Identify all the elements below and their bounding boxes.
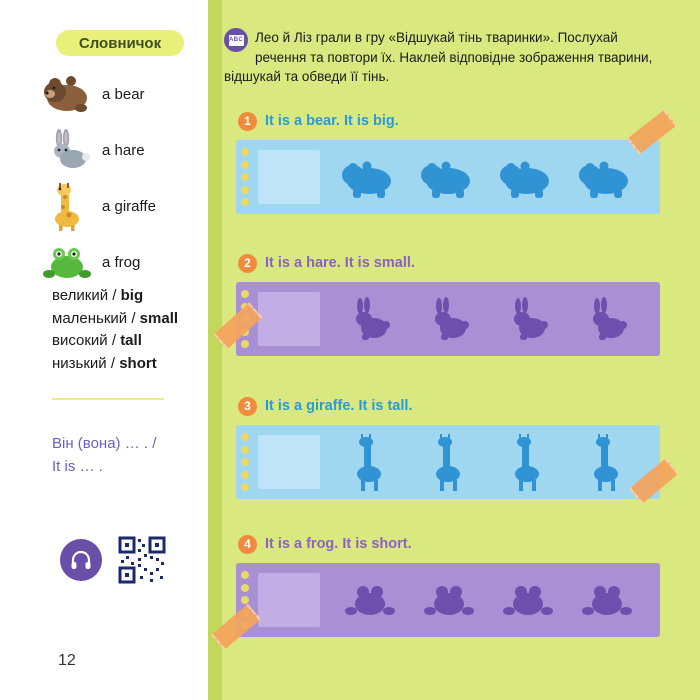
- sticker-slot[interactable]: [258, 292, 320, 346]
- punch-holes: [241, 148, 251, 206]
- giraffe-silhouette[interactable]: [584, 431, 630, 493]
- frog-silhouette[interactable]: [502, 580, 554, 620]
- punch-hole: [241, 186, 249, 194]
- punch-hole: [241, 198, 249, 206]
- task-4: [224, 533, 684, 637]
- task-sentence: It is a giraffe. It is tall.: [265, 398, 413, 414]
- instructions-text: Лео й Ліз грали в гру «Відшукай тінь тваринки». Послухай речення та повтори їх. Наклей відповідне зображення тварини, відшукай та обведи її тінь.: [224, 30, 653, 85]
- task-number: 4: [238, 535, 257, 554]
- hare-silhouette[interactable]: [424, 297, 474, 341]
- sticker-slot[interactable]: [258, 573, 320, 627]
- task-number: 1: [238, 112, 257, 131]
- sticker-slot[interactable]: [258, 150, 320, 204]
- task-number: 2: [238, 254, 257, 273]
- giraffe-icon: [40, 181, 96, 231]
- task-sentence: It is a bear. It is big.: [265, 113, 399, 129]
- vocabulary-word: a hare: [102, 141, 145, 159]
- answer-strip[interactable]: [236, 425, 660, 499]
- giraffe-silhouette[interactable]: [347, 431, 393, 493]
- phrase-en: It is … .: [52, 458, 103, 476]
- frog-silhouette[interactable]: [423, 580, 475, 620]
- phrase-block: [52, 432, 202, 479]
- hare-icon: [40, 125, 96, 175]
- media-icons: [60, 536, 166, 584]
- bear-silhouette[interactable]: [339, 155, 401, 199]
- shadow-row: [320, 425, 660, 499]
- task-header: [238, 395, 684, 417]
- headphones-icon[interactable]: [60, 539, 102, 581]
- punch-hole: [241, 433, 249, 441]
- giraffe-silhouette[interactable]: [505, 431, 551, 493]
- punch-hole: [241, 340, 249, 348]
- shadow-row: [320, 563, 660, 637]
- punch-hole: [241, 471, 249, 479]
- adjective-row: [52, 308, 202, 331]
- adjective-ua: маленький /: [52, 309, 140, 327]
- frog-silhouette[interactable]: [344, 580, 396, 620]
- task-3: [224, 395, 684, 499]
- answer-strip[interactable]: [236, 140, 660, 214]
- task-header: [238, 533, 684, 555]
- punch-hole: [241, 290, 249, 298]
- vocabulary-word: a giraffe: [102, 197, 156, 215]
- adjective-en: big: [120, 287, 144, 304]
- punch-hole: [241, 148, 249, 156]
- punch-hole: [241, 584, 249, 592]
- punch-hole: [241, 173, 249, 181]
- exercise-panel: [208, 0, 700, 700]
- list-item: [40, 236, 208, 288]
- frog-icon: [40, 237, 96, 287]
- shadow-row: [320, 282, 660, 356]
- page-number: 12: [58, 652, 76, 669]
- punch-hole: [241, 483, 249, 491]
- sticker-slot[interactable]: [258, 435, 320, 489]
- bear-silhouette[interactable]: [497, 155, 559, 199]
- phrase-ua: Він (вона) … . /: [52, 435, 157, 452]
- vocabulary-word: a bear: [102, 85, 145, 103]
- panel-edge: [208, 0, 222, 700]
- task-1: [224, 110, 684, 214]
- adjective-ua: низький /: [52, 354, 120, 372]
- vocabulary-sidebar: [0, 0, 208, 700]
- bear-silhouette[interactable]: [576, 155, 638, 199]
- hare-silhouette[interactable]: [582, 297, 632, 341]
- hare-silhouette[interactable]: [345, 297, 395, 341]
- punch-holes: [241, 433, 251, 491]
- vocabulary-list: [40, 68, 208, 292]
- punch-hole: [241, 571, 249, 579]
- task-sentence: It is a hare. It is small.: [265, 255, 415, 271]
- adjective-en: short: [119, 354, 157, 372]
- vocabulary-word: a frog: [102, 253, 141, 271]
- bear-icon: [40, 69, 96, 119]
- frog-silhouette[interactable]: [581, 580, 633, 620]
- punch-hole: [241, 446, 249, 454]
- instructions: [224, 28, 672, 87]
- task-header: [238, 252, 684, 274]
- abc-icon-label: ABC: [229, 35, 244, 46]
- adjective-row: [52, 330, 202, 353]
- adjective-ua: великий /: [52, 287, 121, 304]
- punch-hole: [241, 458, 249, 466]
- adjective-row: [52, 353, 202, 376]
- task-header: [238, 110, 684, 132]
- list-item: [40, 180, 208, 232]
- task-sentence: It is a frog. It is short.: [265, 536, 412, 552]
- task-2: [224, 252, 684, 356]
- punch-hole: [241, 161, 249, 169]
- adjective-en: tall: [120, 332, 142, 349]
- task-number: 3: [238, 397, 257, 416]
- adjective-ua: високий /: [52, 332, 121, 349]
- bear-silhouette[interactable]: [418, 155, 480, 199]
- answer-strip[interactable]: [236, 282, 660, 356]
- abc-icon: [224, 28, 248, 52]
- adjective-row: [52, 285, 202, 308]
- list-item: [40, 68, 208, 120]
- adjective-list: [52, 285, 202, 375]
- giraffe-silhouette[interactable]: [426, 431, 472, 493]
- adjective-en: small: [139, 309, 179, 327]
- shadow-row: [320, 140, 660, 214]
- divider: [52, 398, 164, 400]
- hare-silhouette[interactable]: [503, 297, 553, 341]
- vocabulary-title: Словничок: [56, 30, 184, 56]
- list-item: [40, 124, 208, 176]
- answer-strip[interactable]: [236, 563, 660, 637]
- qr-code-icon[interactable]: [118, 536, 166, 584]
